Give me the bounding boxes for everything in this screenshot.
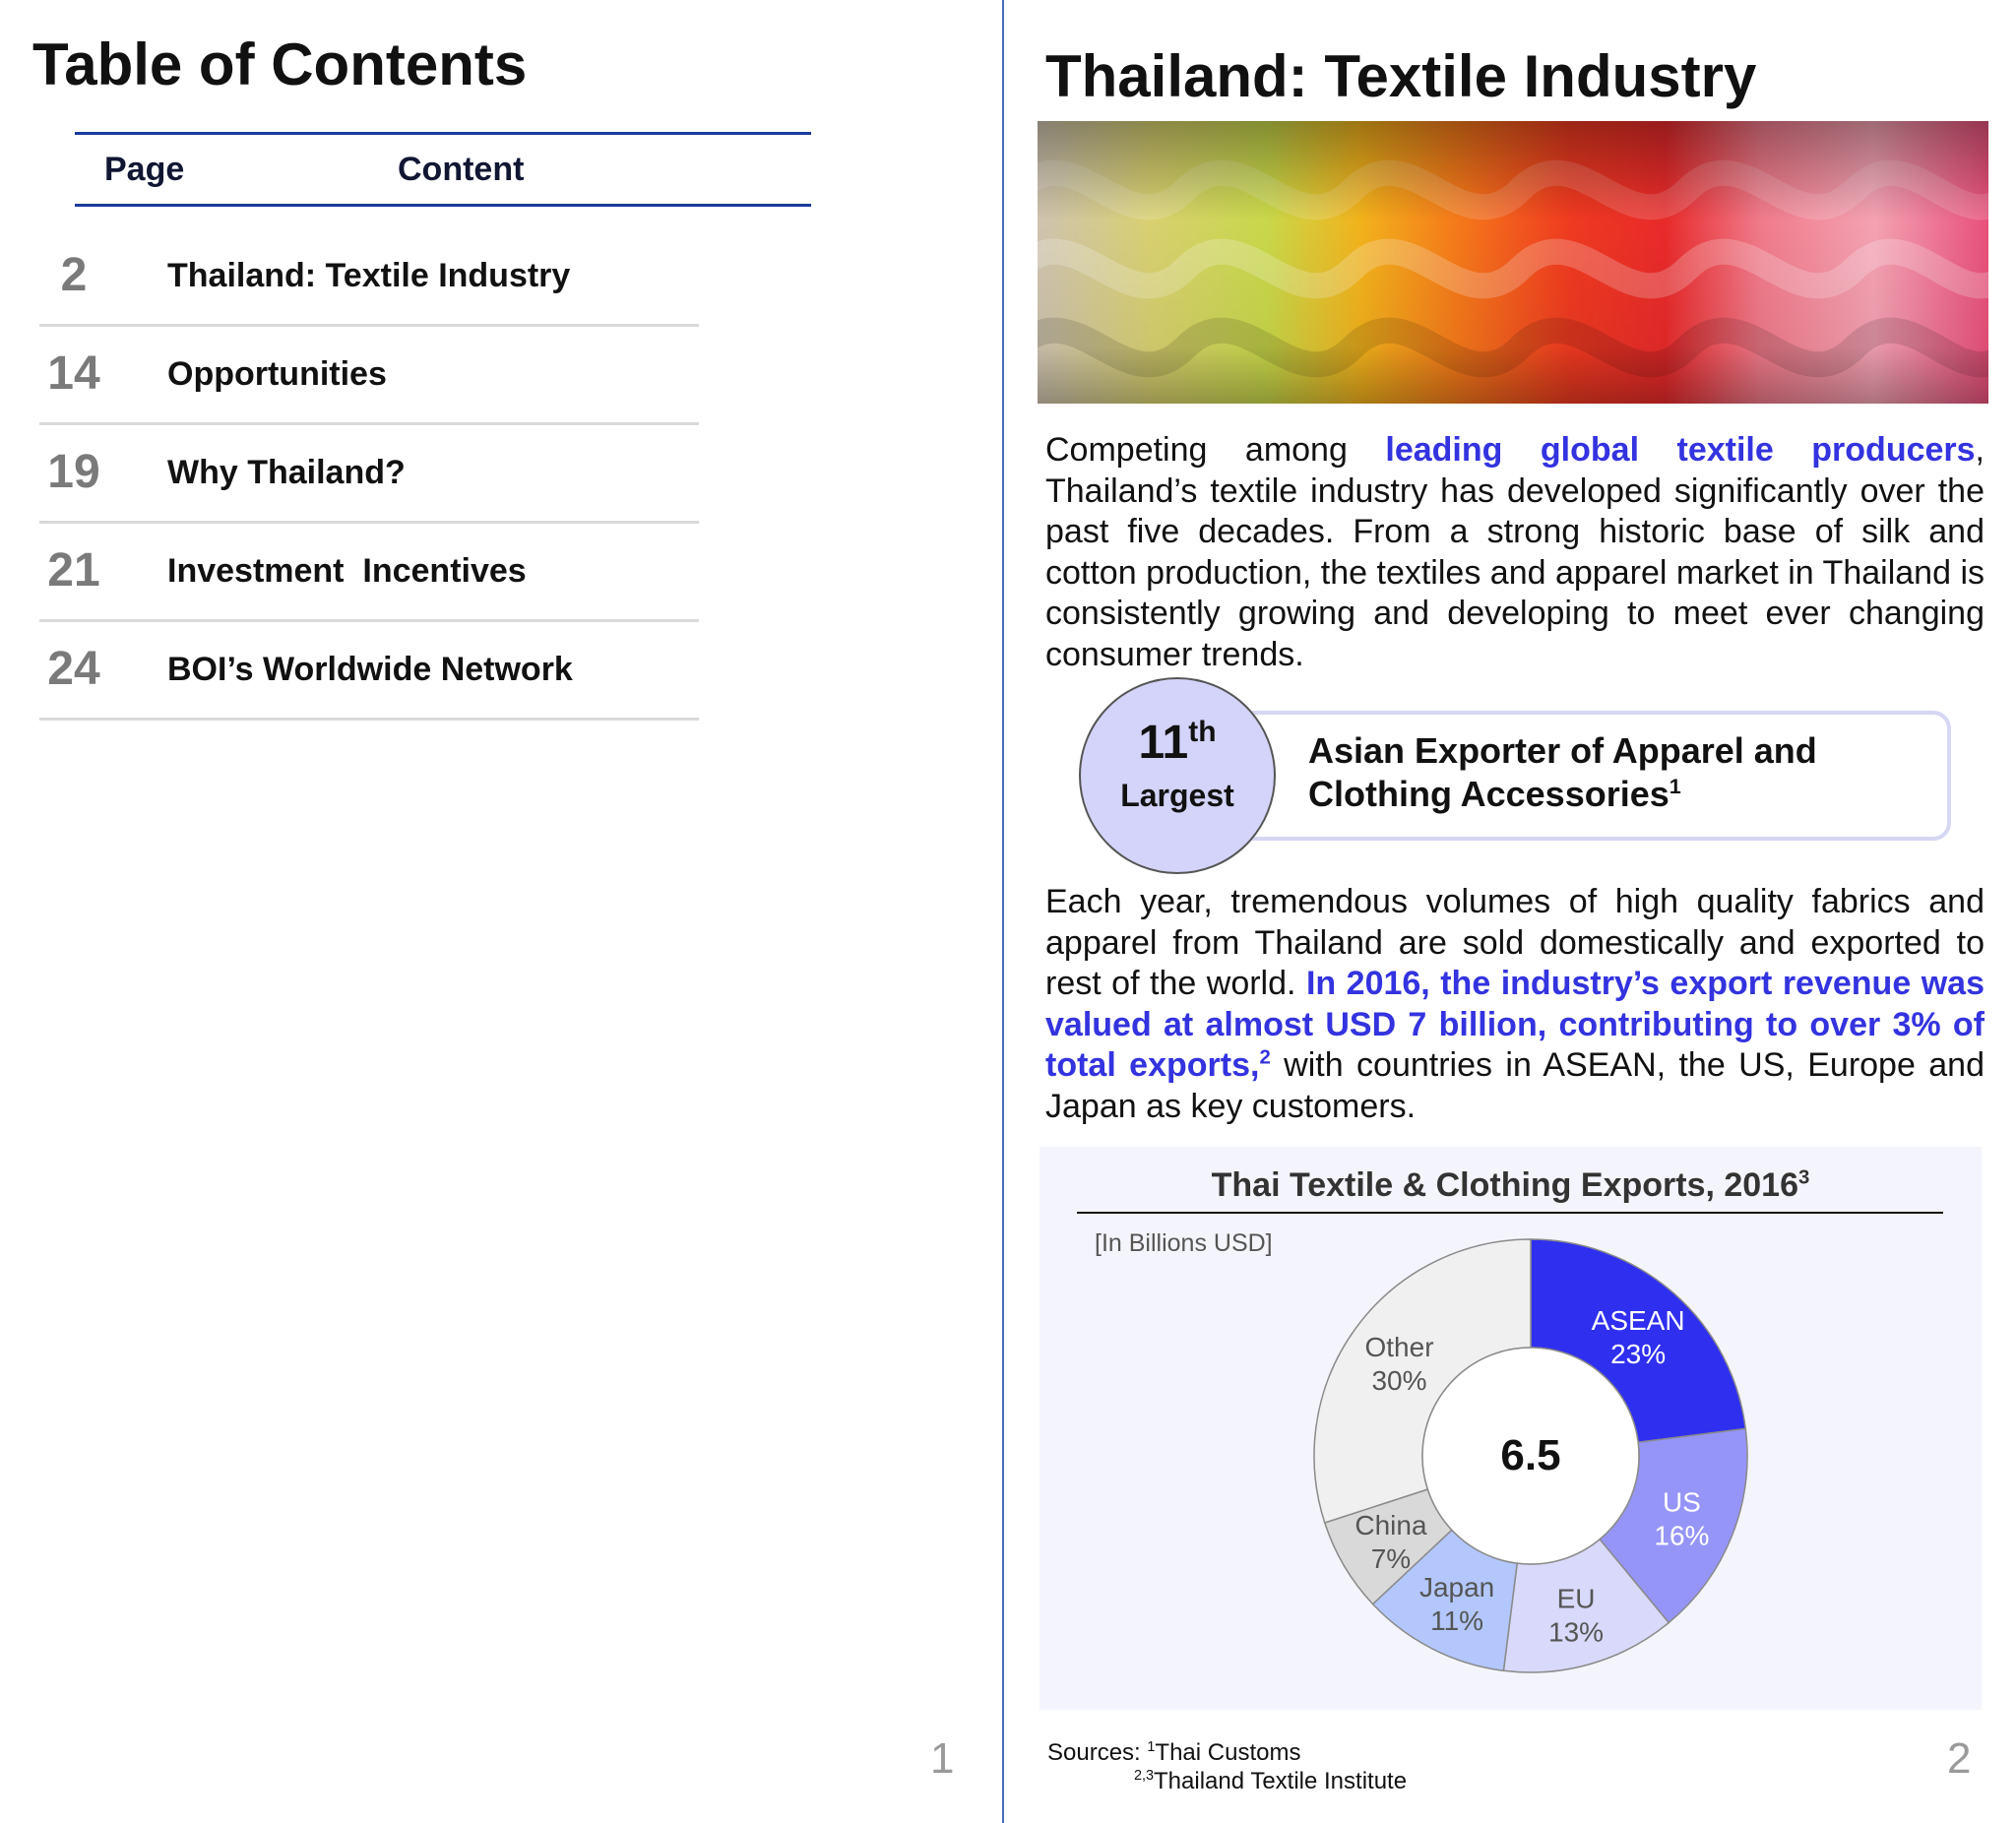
sources-note	[1047, 1738, 1407, 1795]
donut-label-asean: ASEAN 23%	[1591, 1305, 1685, 1370]
chart-unit-label: [In Billions USD]	[1095, 1229, 1273, 1257]
intro-text-rest: , Thailand’s textile industry has developed significantly over the past five decades. From a strong historic base of silk and cotton production, the textiles and apparel market in Thailand is consistently growing and developing to meet ever changing consumer trends.	[1045, 431, 1984, 673]
footnote-marker: 1	[1147, 1739, 1156, 1755]
donut-label-china: China 7%	[1354, 1509, 1427, 1574]
ranking-badge	[1079, 677, 1276, 874]
left-page	[0, 0, 1002, 1823]
page-number: 1	[930, 1734, 955, 1783]
yarn-skeins-illustration	[1038, 121, 1988, 404]
toc-page-number: 2	[60, 249, 88, 301]
toc-table	[75, 132, 811, 207]
toc-row[interactable]	[39, 425, 699, 524]
toc-entry: Opportunities	[167, 355, 387, 393]
export-paragraph	[1045, 882, 1984, 1127]
donut-label-other: Other 30%	[1364, 1332, 1434, 1397]
ranking-callout-text	[1308, 729, 1817, 816]
toc-entry: Why Thailand?	[167, 454, 406, 491]
donut-label-eu: EU 13%	[1548, 1583, 1605, 1648]
donut-chart	[1040, 1147, 1982, 1710]
yarn-banner-image	[1038, 121, 1988, 404]
intro-highlight: leading global textile producers	[1385, 431, 1976, 469]
intro-paragraph	[1045, 430, 1984, 675]
footnote-marker: 2	[1259, 1046, 1271, 1069]
toc-row[interactable]	[39, 228, 699, 327]
export-text: Each year, tremendous volumes of high quality fabrics and apparel from Thailand are sold domestically and exported to rest of the world.	[1045, 883, 1984, 1002]
rank-label: Largest	[1120, 778, 1234, 813]
footnote-marker: 3	[1798, 1166, 1810, 1189]
toc-entry: BOI’s Worldwide Network	[167, 651, 573, 688]
toc-title: Table of Contents	[32, 31, 528, 97]
toc-page-number: 19	[47, 446, 100, 498]
source-2: Thailand Textile Institute	[1154, 1768, 1408, 1794]
toc-entry: Thailand: Textile Industry	[167, 257, 571, 294]
source-1: Thai Customs	[1155, 1739, 1301, 1766]
callout-line-2: Clothing Accessories	[1308, 774, 1670, 814]
donut-label-us: US 16%	[1654, 1486, 1710, 1551]
page-number: 2	[1947, 1734, 1972, 1783]
rank-value: 11	[1138, 717, 1189, 769]
toc-header	[75, 132, 811, 207]
toc-page-number: 24	[47, 643, 100, 695]
exports-chart	[1040, 1147, 1982, 1710]
callout-line-1: Asian Exporter of Apparel and	[1308, 730, 1817, 771]
right-page	[1004, 0, 2016, 1823]
toc-entry: Investment Incentives	[167, 552, 527, 590]
toc-row[interactable]	[39, 622, 699, 721]
toc-row[interactable]	[39, 327, 699, 425]
page-title: Thailand: Textile Industry	[1045, 43, 1757, 109]
toc-header-content: Content	[398, 151, 525, 188]
toc-page-number: 21	[47, 544, 100, 597]
toc-row[interactable]	[39, 524, 699, 622]
donut-center-total: 6.5	[1500, 1431, 1561, 1479]
chart-title-text: Thai Textile & Clothing Exports, 2016	[1211, 1166, 1799, 1204]
toc-page-number: 14	[47, 347, 100, 400]
sources-label: Sources:	[1047, 1739, 1148, 1766]
intro-text: Competing among	[1045, 431, 1386, 469]
rank-number	[1081, 717, 1274, 770]
export-highlight: In 2016, the industry’s export revenue was valued at almost USD 7 billion, contributing to over 3% of total exports,	[1045, 965, 1984, 1084]
footnote-marker: 1	[1669, 774, 1681, 798]
rank-suffix: th	[1188, 716, 1217, 748]
donut-label-japan: Japan 11%	[1418, 1572, 1495, 1637]
export-text-rest: with countries in ASEAN, the US, Europe and Japan as key customers.	[1045, 1046, 1984, 1125]
footnote-marker: 2,3	[1134, 1768, 1155, 1784]
toc-rows	[39, 228, 699, 721]
toc-header-page: Page	[104, 151, 185, 188]
